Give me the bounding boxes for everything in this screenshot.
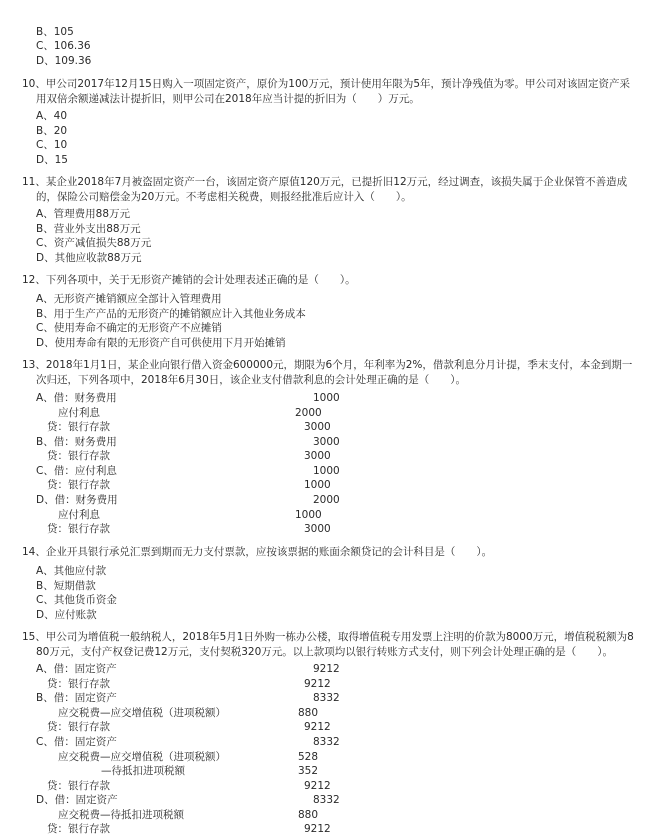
q10-option-c: C、10 [36, 139, 68, 151]
q10-option-a: A、40 [36, 110, 68, 122]
q13-entry-label: D、借：财务费用 [36, 494, 118, 506]
q14-option-b: B、短期借款 [36, 580, 96, 592]
q9-option-b: B、105 [36, 26, 74, 38]
q15-stem-line2: 80万元，支付产权登记费12万元，支付契税320万元。以上款项均以银行转账方式支付，则下列会计处理正确的是（ ）。 [36, 646, 614, 658]
q11-option-a: A、管理费用88万元 [36, 208, 131, 220]
q15-entry-label: C、借：固定资产 [36, 736, 117, 748]
q10-option-b: B、20 [36, 125, 68, 137]
q15-entry-amount: 9212 [304, 780, 331, 792]
q13-entry-amount: 1000 [313, 465, 340, 477]
q15-entry-amount: 880 [298, 707, 319, 719]
q15-entry-amount: 8332 [313, 794, 340, 806]
q15-entry-label: —待抵扣进项税额 [101, 765, 185, 777]
q13-entry-label: 贷：银行存款 [47, 523, 110, 535]
q13-entry-label: 应付利息 [58, 407, 100, 419]
q13-entry-amount: 1000 [313, 392, 340, 404]
q15-entry-amount: 9212 [304, 823, 331, 835]
q15-entry-amount: 352 [298, 765, 319, 777]
q14-option-a: A、其他应付款 [36, 565, 107, 577]
q15-entry-label: 贷：银行存款 [47, 721, 110, 733]
q13-entry-amount: 3000 [304, 421, 331, 433]
q13-entry-amount: 1000 [295, 509, 322, 521]
q15-stem-line1: 15、甲公司为增值税一般纳税人，2018年5月1日外购一栋办公楼，取得增值税专用发票上注明的价款为8000万元，增值税税额为8 [22, 631, 634, 643]
q11-option-b: B、营业外支出88万元 [36, 223, 141, 235]
q13-entry-label: A、借：财务费用 [36, 392, 117, 404]
q10-stem-line1: 10、甲公司2017年12月15日购入一项固定资产，原价为100万元，预计使用年限为5年，预计净残值为零。甲公司对该固定资产采 [22, 78, 631, 90]
q15-entry-label: 应交税费—待抵扣进项税额 [58, 809, 184, 821]
q15-entry-label: 应交税费—应交增值税（进项税额） [58, 751, 226, 763]
q15-entry-amount: 8332 [313, 692, 340, 704]
q15-entry-label: 贷：银行存款 [47, 678, 110, 690]
q13-entry-label: 贷：银行存款 [47, 421, 110, 433]
q13-stem-line2: 次归还，下列各项中，2018年6月30日，该企业支付借款利息的会计处理正确的是（ ）。 [36, 374, 467, 386]
q15-entry-label: 贷：银行存款 [47, 780, 110, 792]
q13-entry-label: 贷：银行存款 [47, 479, 110, 491]
q15-entry-label: D、借：固定资产 [36, 794, 118, 806]
q13-entry-amount: 1000 [304, 479, 331, 491]
q15-entry-amount: 9212 [304, 721, 331, 733]
q11-stem-line2: 的，保险公司赔偿金为20万元。不考虑相关税费，则报经批准后应计入（ ）。 [36, 191, 412, 203]
q15-entry-amount: 528 [298, 751, 319, 763]
q15-entry-amount: 8332 [313, 736, 340, 748]
q10-option-d: D、15 [36, 154, 68, 166]
q13-stem-line1: 13、2018年1月1日，某企业向银行借入资金600000元，期限为6个月，年利率为2%，借款利息分月计提，季末支付，本金到期一 [22, 359, 633, 371]
q14-stem: 14、企业开具银行承兑汇票到期而无力支付票款，应按该票据的账面余额贷记的会计科目是（ ）。 [22, 546, 493, 558]
q12-option-c: C、使用寿命不确定的无形资产不应摊销 [36, 322, 222, 334]
q13-entry-label: 贷：银行存款 [47, 450, 110, 462]
q11-option-d: D、其他应收款88万元 [36, 252, 142, 264]
q15-entry-label: 应交税费—应交增值税（进项税额） [58, 707, 226, 719]
q13-entry-amount: 2000 [313, 494, 340, 506]
q11-stem-line1: 11、某企业2018年7月被盗固定资产一台，该固定资产原值120万元，已提折旧12万元，经过调查，该损失属于企业保管不善造成 [22, 176, 628, 188]
q14-option-c: C、其他货币资金 [36, 594, 117, 606]
q15-entry-amount: 9212 [313, 663, 340, 675]
q12-stem: 12、下列各项中，关于无形资产摊销的会计处理表述正确的是（ ）。 [22, 274, 356, 286]
q13-entry-label: C、借：应付利息 [36, 465, 117, 477]
q14-option-d: D、应付账款 [36, 609, 97, 621]
q12-option-b: B、用于生产产品的无形资产的摊销额应计入其他业务成本 [36, 308, 306, 320]
q12-option-d: D、使用寿命有限的无形资产自可供使用下月开始摊销 [36, 337, 286, 349]
q13-entry-amount: 2000 [295, 407, 322, 419]
q13-entry-label: 应付利息 [58, 509, 100, 521]
q15-entry-amount: 9212 [304, 678, 331, 690]
q15-entry-label: 贷：银行存款 [47, 823, 110, 835]
q13-entry-amount: 3000 [304, 450, 331, 462]
q10-stem-line2: 用双倍余额递减法计提折旧，则甲公司在2018年应当计提的折旧为（ ）万元。 [36, 93, 420, 105]
q9-option-d: D、109.36 [36, 55, 92, 67]
q15-entry-label: A、借：固定资产 [36, 663, 117, 675]
q11-option-c: C、资产减值损失88万元 [36, 237, 152, 249]
q15-entry-amount: 880 [298, 809, 319, 821]
q13-entry-amount: 3000 [304, 523, 331, 535]
q13-entry-amount: 3000 [313, 436, 340, 448]
q9-option-c: C、106.36 [36, 40, 91, 52]
q12-option-a: A、无形资产摊销额应全部计入管理费用 [36, 293, 222, 305]
q13-entry-label: B、借：财务费用 [36, 436, 117, 448]
q15-entry-label: B、借：固定资产 [36, 692, 117, 704]
